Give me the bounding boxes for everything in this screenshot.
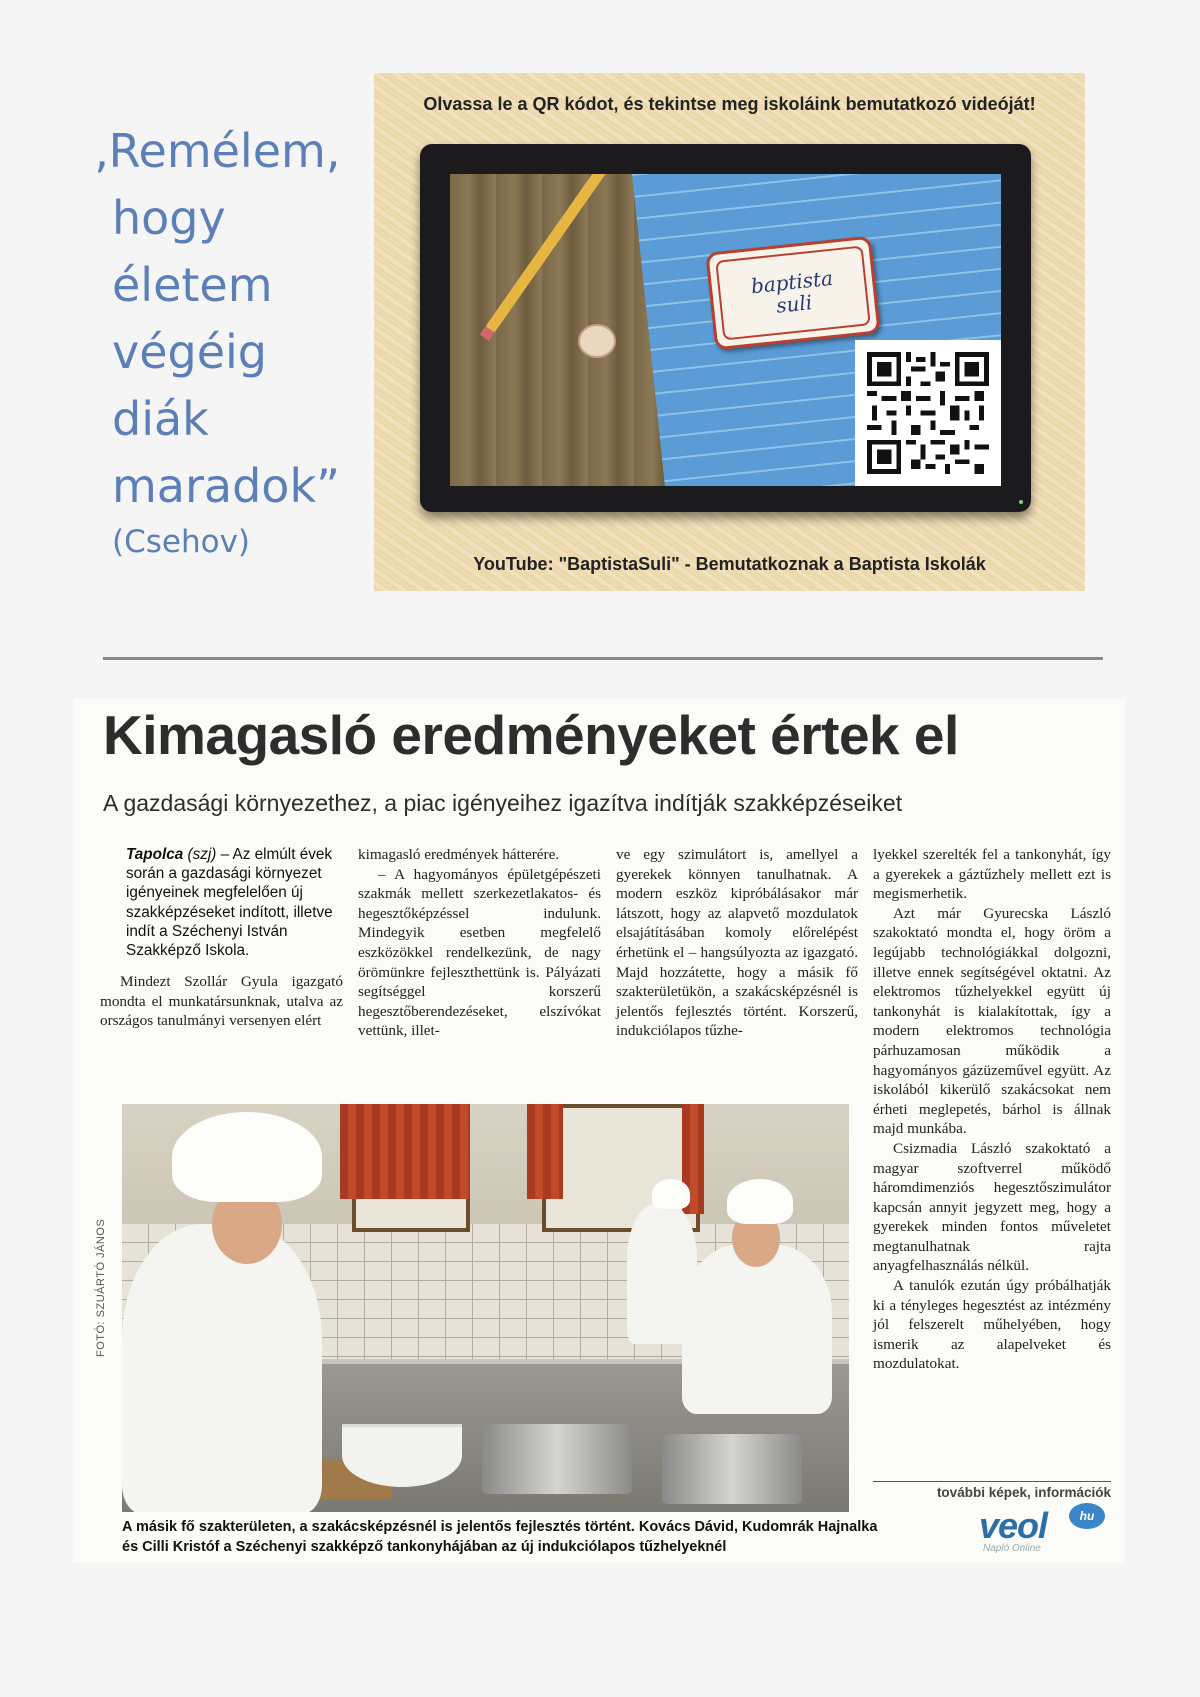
- quote-author: (Csehov): [112, 524, 251, 560]
- article-subheadline: A gazdasági környezethez, a piac igényeihez igazítva indítják szakképzéseiket: [103, 790, 903, 816]
- lead-tag: (szj): [187, 846, 217, 863]
- article-column-1: [100, 845, 343, 1031]
- promo-instruction: Olvassa le a QR kódot, és tekintse meg iskoláink bemutatkozó videóját!: [423, 94, 1036, 114]
- lead-place: Tapolca: [126, 846, 184, 863]
- school-video-promo: [374, 73, 1085, 591]
- section-divider: [103, 657, 1103, 660]
- article-paragraph: ve egy szimulátort is, amellyel a gyerekek könnyen tanulhatnak. A modern eszköz kipróbálásakor már látszott, hogy az alapvető mozdulatok elsajátításában komoly előrelépést érhetünk el – hangsúlyozta az igazgató. Majd hozzátette, hogy a másik fő szakterületükön, a szakácsképzésnél is jelentős fejlesztés történt. Korszerű, indukciólapos tűzhe-: [616, 846, 858, 1040]
- pencil-shaving-image: [578, 324, 616, 358]
- newspaper-clipping: [73, 699, 1125, 1563]
- quote-line: végéig: [112, 325, 268, 379]
- article-paragraph: Azt már Gyurecska László szakoktató mondta el, hogy öröm a legújabb technológiákkal dolgozni, illetve ennek segítségével oktatni. Az elektromos tűzhelyekkel együtt új tankonyhát is kialakítottak, így a modern elektromos technológia párhuzamosan működik a hagyományos gázüzeművel együtt. Az iskolából kikerülő szakácsokat nem érheti meglepetés, bárhol is állnak majd munkába.: [873, 904, 1111, 1138]
- tv-screen-frame: [420, 144, 1031, 512]
- article-lead: [126, 845, 343, 960]
- veol-logo-sub: Napló Online: [983, 1543, 1041, 1554]
- veol-logo[interactable]: [979, 1503, 1111, 1554]
- quote-line: ‚Remélem,: [94, 124, 341, 178]
- quote-line: életem: [112, 258, 273, 312]
- baptista-suli-label: [705, 236, 880, 351]
- article-paragraph: – A hagyományos épületgépészeti szakmák mellett szerkezetlakatos- és hegesztőképzéssel indulunk. Mindegyik esetben megfelelő eszközökkel rendelkezünk, de nagy örömünkre fejleszthettünk is. Pályázati segítséggel korszerű hegesztőberendezéseket, elszívókat vettünk, illet-: [358, 865, 601, 1040]
- label-line: baptista: [749, 265, 834, 299]
- youtube-reference: YouTube: "BaptistaSuli" - Bemutatkoznak a Baptista Iskolák: [473, 554, 986, 574]
- power-led: [1019, 500, 1023, 504]
- quote-line: maradok”: [112, 459, 340, 513]
- video-thumbnail: [450, 174, 1001, 486]
- lead-text: – Az elmúlt évek során a gazdasági környezet igényeinek megfelelően új szakképzéseket indított, illetve indít a Széchenyi István Szakképző Iskola.: [126, 846, 333, 960]
- article-headline: Kimagasló eredményeket értek el: [103, 704, 959, 766]
- veol-logo-text: veol: [979, 1505, 1048, 1546]
- quote-line: diák: [112, 392, 209, 446]
- article-paragraph: Mindezt Szollár Gyula igazgató mondta el munkatársunknak, utalva az országos tanulmányi versenyen elért: [100, 973, 343, 1030]
- article-paragraph: lyekkel szerelték fel a tankonyhát, így a gyerekek a gáztűzhely mellett ezt is megismerhetik.: [873, 846, 1111, 903]
- more-info-link[interactable]: további képek, információk: [873, 1481, 1111, 1500]
- quote-line: hogy: [112, 191, 226, 245]
- article-paragraph: Csizmadia László szakoktató a magyar szoftverrel működő háromdimenziós hegesztőszimulátor kapcsán annyit jegyzett meg, hogy a gyerekek minden fontos műveletet megtanulhatnak rajta anyagfelhasználás nélkül.: [873, 1139, 1111, 1275]
- photo-credit: FOTÓ: SZUÁRTÓ JÁNOS: [95, 1218, 107, 1357]
- pencil-image: [485, 174, 614, 333]
- article-paragraph: kimagasló eredmények hátterére.: [358, 846, 560, 863]
- article-column-4: [873, 845, 1111, 1374]
- veol-logo-badge: hu: [1069, 1503, 1105, 1529]
- article-column-2: [358, 845, 601, 1041]
- kitchen-photo: [122, 1104, 849, 1512]
- article-column-3: [616, 845, 858, 1041]
- qr-code-icon: [867, 352, 989, 474]
- photo-caption: A másik fő szakterületen, a szakácsképzésnél is jelentős fejlesztés történt. Kovács Dávid, Kudomrák Hajnalka és Cilli Kristóf a Széchenyi szakképző tankonyhájában az új indukciólapos tűzhelyeknél: [122, 1519, 878, 1555]
- chekhov-quote: [94, 118, 374, 562]
- article-paragraph: A tanulók ezután úgy próbálhatják ki a tényleges hegesztést az intézmény jól felszerelt műhelyében, hogy ismerik az alapelveket és mozdulatokat.: [873, 1277, 1111, 1373]
- qr-code[interactable]: [855, 340, 1001, 486]
- label-line: suli: [775, 290, 814, 318]
